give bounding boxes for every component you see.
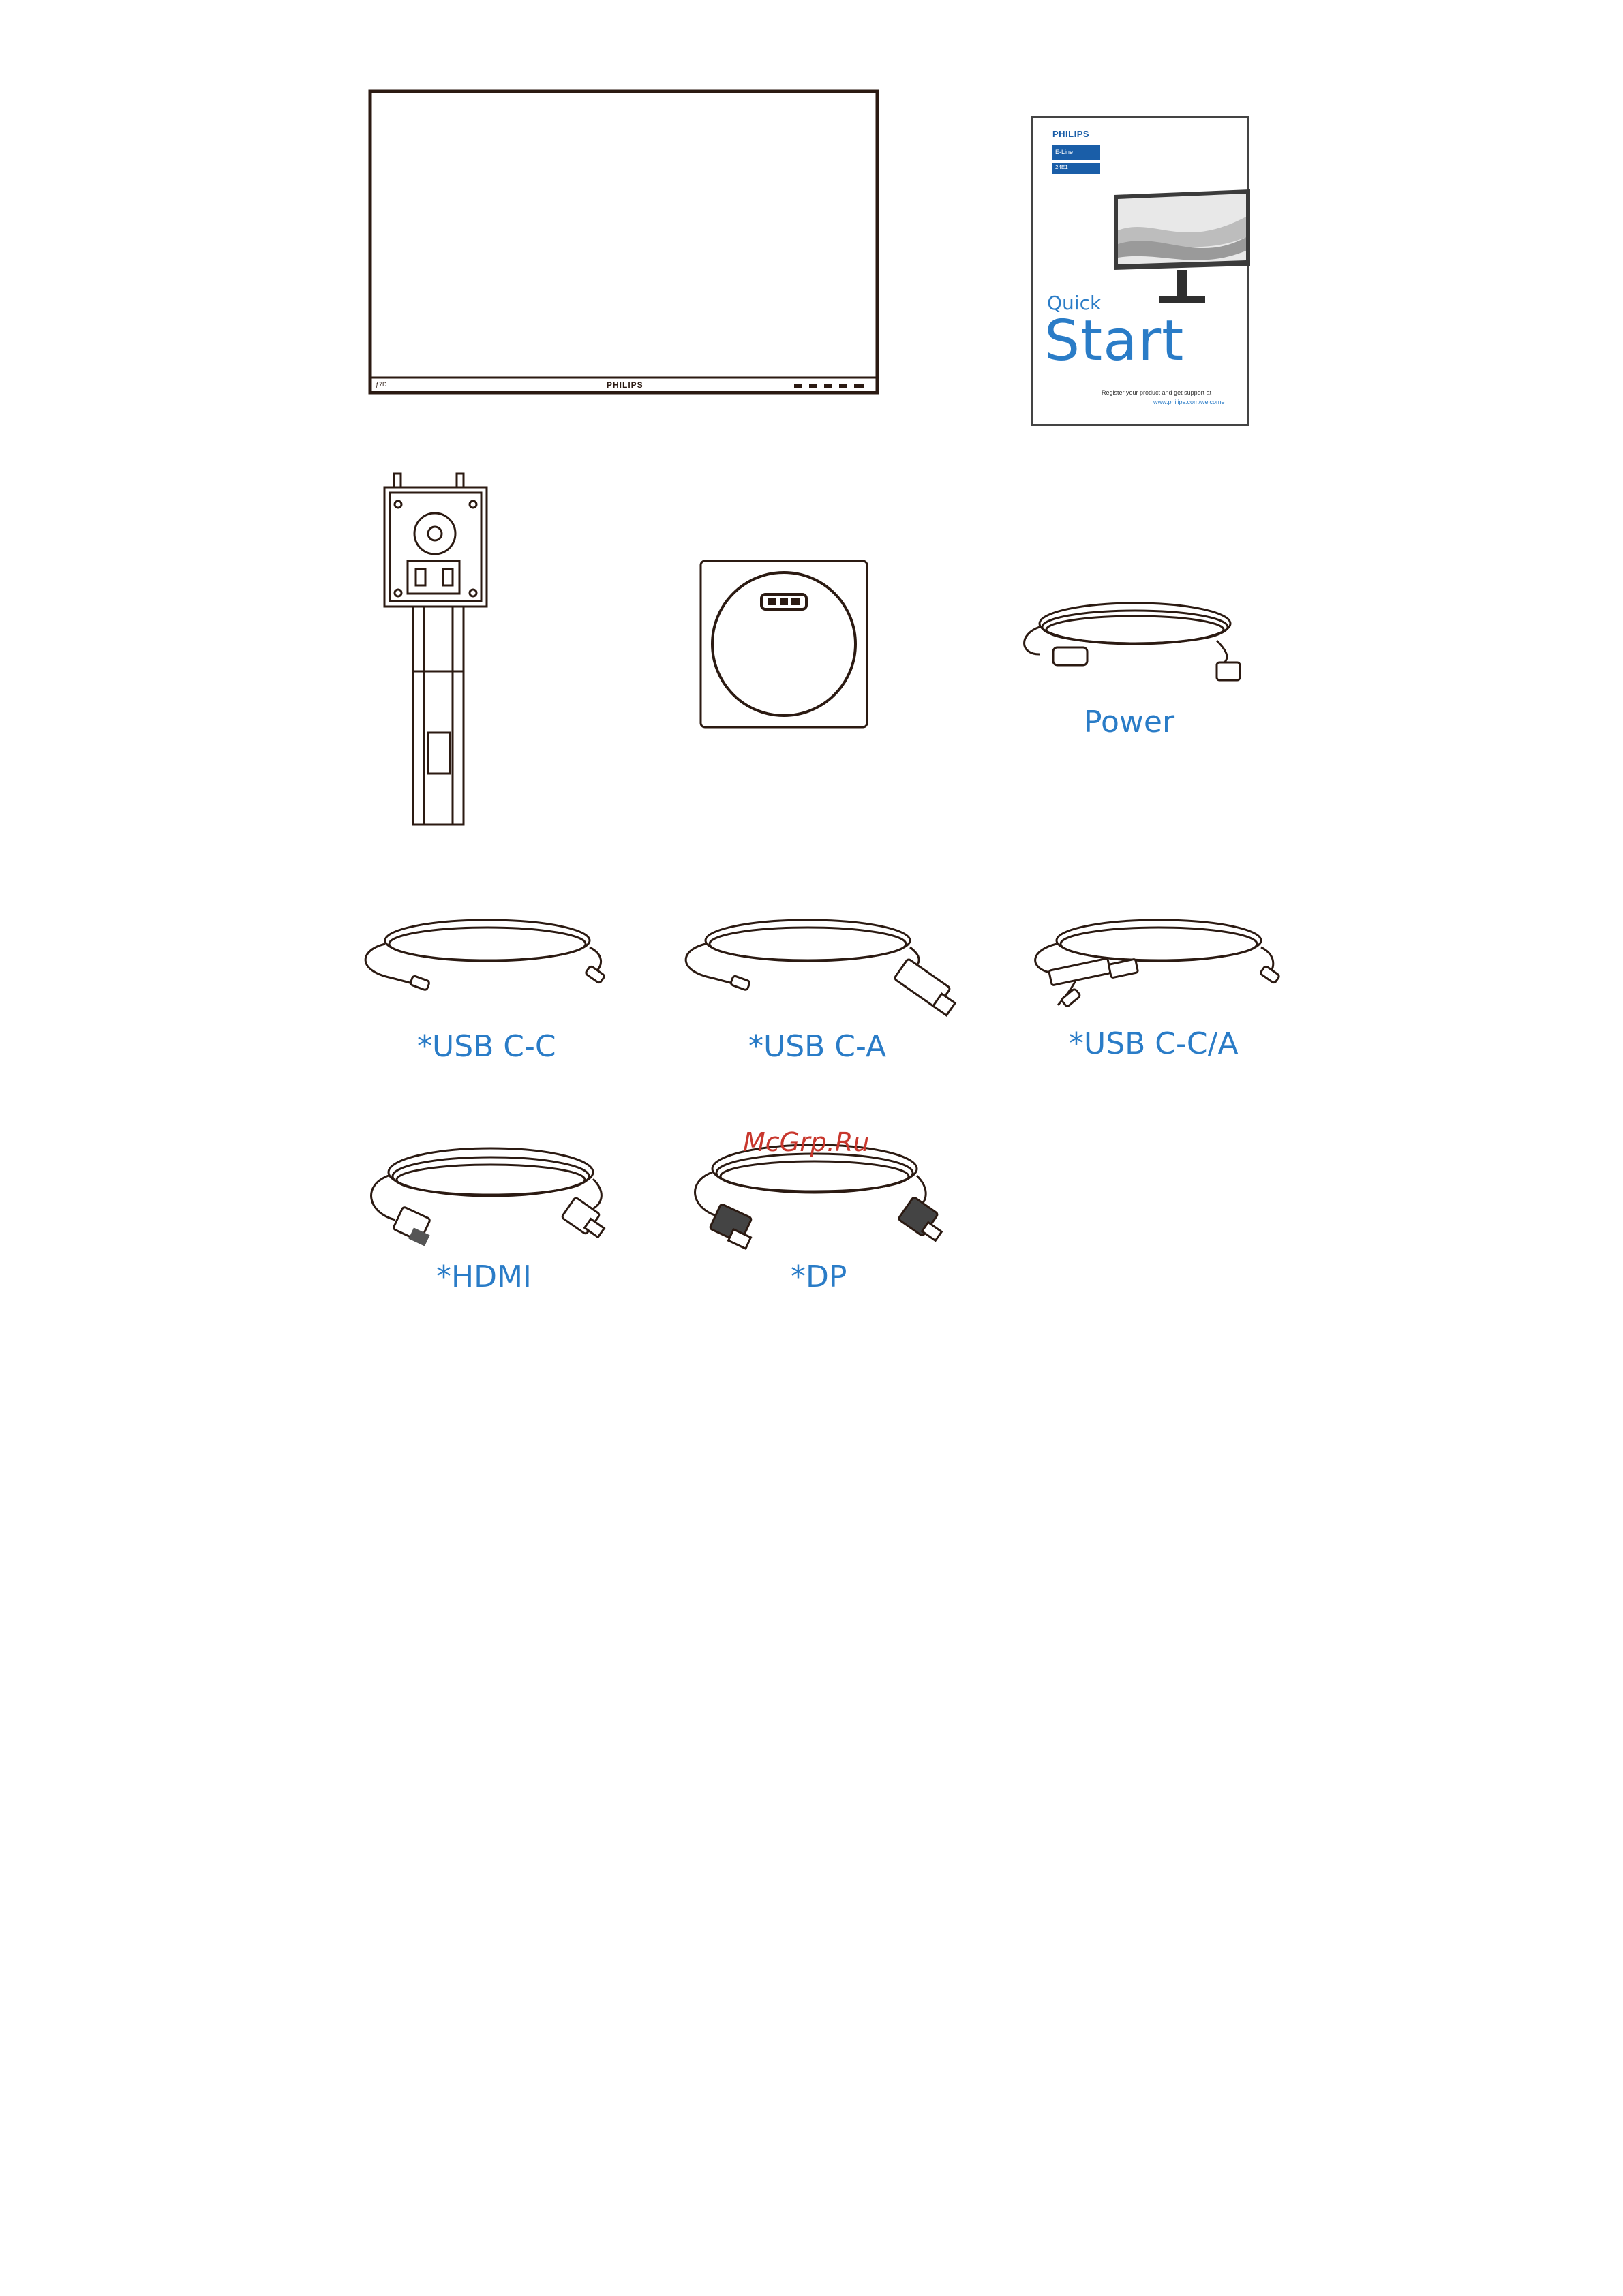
hdmi-cable-illustration — [354, 1138, 613, 1261]
usb-cc-cable-illustration — [351, 910, 610, 1012]
booklet-brand: PHILIPS — [1052, 129, 1090, 139]
booklet-monitor-image — [1114, 189, 1250, 312]
usb-ca-label: *USB C-A — [748, 1029, 887, 1064]
dp-label: *DP — [791, 1259, 847, 1294]
monitor-brand-text: PHILIPS — [607, 380, 643, 390]
monitor-model-mark: ƒ7D — [376, 381, 387, 388]
power-cable-illustration — [1012, 586, 1251, 688]
booklet-start-text: Start — [1044, 309, 1185, 373]
booklet-register-line1: Register your product and get support at — [1102, 389, 1212, 396]
hdmi-label: *HDMI — [436, 1259, 532, 1294]
quick-start-booklet — [1031, 116, 1249, 426]
booklet-model-tag: 24E1 — [1055, 164, 1068, 170]
booklet-quick-text: Quick — [1047, 292, 1102, 314]
stand-base-illustration — [699, 559, 869, 729]
booklet-register-line2: www.philips.com/welcome — [1153, 399, 1225, 405]
usb-cc-label: *USB C-C — [417, 1029, 556, 1064]
usb-ca-cable-illustration — [671, 910, 965, 1026]
booklet-brand-bar — [1052, 125, 1100, 193]
power-cable-label: Power — [1084, 705, 1175, 739]
usb-cca-label: *USB C-C/A — [1069, 1026, 1239, 1061]
monitor-illustration — [365, 87, 883, 401]
stand-illustration — [382, 474, 498, 828]
booklet-line-tag: E-Line — [1055, 149, 1074, 155]
usb-cca-cable-illustration — [1022, 910, 1281, 1012]
watermark-text: McGrp.Ru — [743, 1127, 870, 1157]
